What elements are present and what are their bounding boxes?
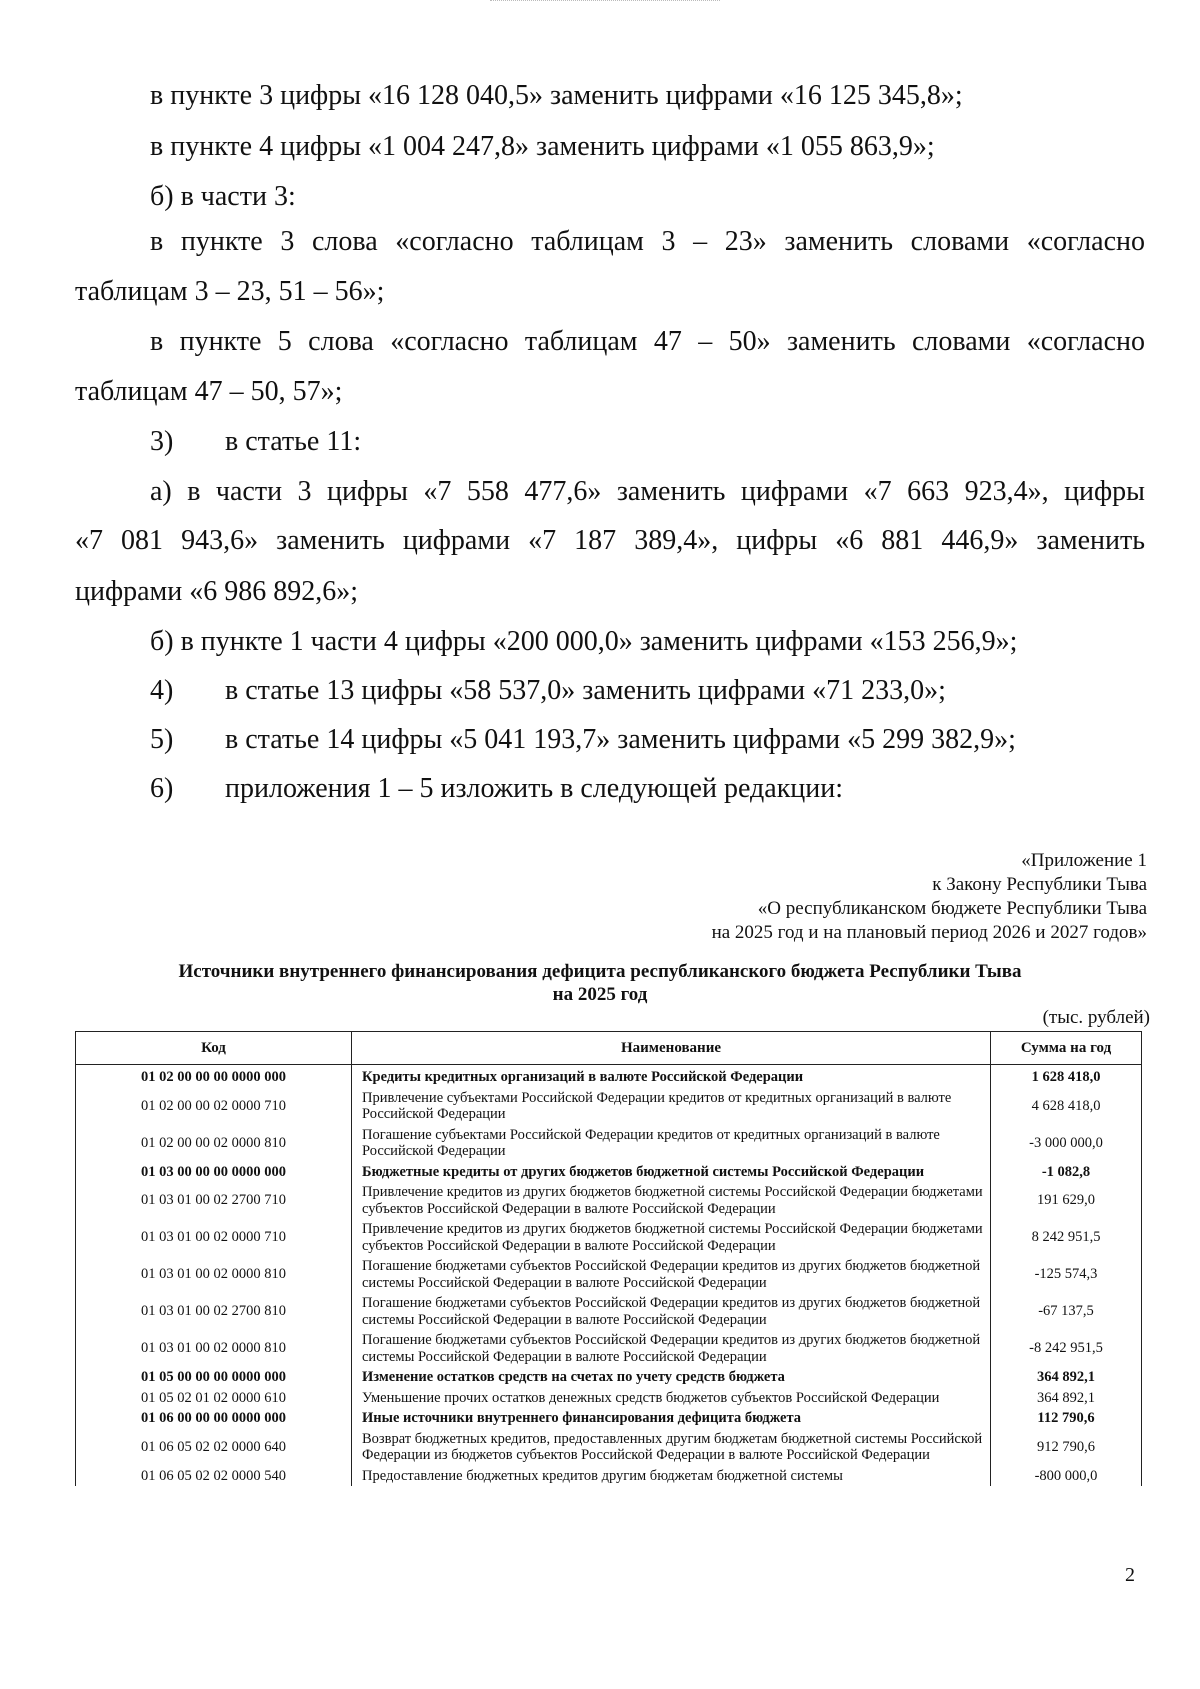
table-row — [76, 1065, 1142, 1088]
table-row — [76, 1125, 1142, 1162]
paragraph: в пункте 4 цифры «1 004 247,8» заменить цифрами «1 055 863,9»; — [150, 131, 935, 162]
paragraph-continuation: таблицам 47 – 50, 57»; — [75, 376, 343, 407]
row-code: 01 02 00 00 00 0000 000 — [76, 1065, 352, 1088]
row-code: 01 03 01 00 02 0000 710 — [76, 1219, 352, 1256]
row-code: 01 03 01 00 02 2700 810 — [76, 1293, 352, 1330]
row-sum: -1 082,8 — [991, 1162, 1142, 1183]
paragraph: а) в части 3 цифры «7 558 477,6» заменить цифрами «7 663 923,4», цифры — [150, 476, 1145, 507]
row-name: Привлечение кредитов из других бюджетов бюджетной системы Российской Федерации бюджетами субъектов Российской Федерации в валюте Российской Федерации — [352, 1219, 991, 1256]
table-row — [76, 1367, 1142, 1388]
row-code: 01 06 05 02 02 0000 540 — [76, 1466, 352, 1487]
row-name: Погашение бюджетами субъектов Российской Федерации кредитов из других бюджетов бюджетной системы Российской Федерации в валюте Российской Федерации — [352, 1330, 991, 1367]
paragraph-continuation: «7 081 943,6» заменить цифрами «7 187 389,4», цифры «6 881 446,9» заменить — [75, 525, 1145, 556]
row-code: 01 02 00 00 02 0000 710 — [76, 1088, 352, 1125]
appendix-line: «Приложение 1 — [1021, 850, 1147, 871]
row-sum: 191 629,0 — [991, 1182, 1142, 1219]
row-code: 01 05 00 00 00 0000 000 — [76, 1367, 352, 1388]
paragraph: в пункте 3 цифры «16 128 040,5» заменить цифрами «16 125 345,8»; — [150, 80, 963, 111]
page-number: 2 — [1125, 1564, 1135, 1586]
table-row — [76, 1219, 1142, 1256]
row-code: 01 06 00 00 00 0000 000 — [76, 1408, 352, 1429]
appendix-line: к Закону Республики Тыва — [932, 874, 1147, 895]
row-name: Иные источники внутреннего финансирования дефицита бюджета — [352, 1408, 991, 1429]
sources-table — [75, 1031, 1142, 1486]
paragraph: б) в части 3: — [150, 181, 296, 212]
row-sum: -800 000,0 — [991, 1466, 1142, 1487]
units-label: (тыс. рублей) — [1042, 1007, 1150, 1028]
row-sum: 364 892,1 — [991, 1367, 1142, 1388]
row-sum: 364 892,1 — [991, 1388, 1142, 1409]
paragraph-continuation: таблицам 3 – 23, 51 – 56»; — [75, 276, 385, 307]
row-name: Погашение субъектами Российской Федерации кредитов от кредитных организаций в валюте Российской Федерации — [352, 1125, 991, 1162]
paragraph: в пункте 3 слова «согласно таблицам 3 – 23» заменить словами «согласно — [150, 226, 1145, 257]
paragraph: в пункте 5 слова «согласно таблицам 47 – 50» заменить словами «согласно — [150, 326, 1145, 357]
table-body — [76, 1065, 1142, 1487]
list-item: 4) в статье 13 цифры «58 537,0» заменить цифрами «71 233,0»; — [150, 675, 946, 706]
table-row — [76, 1330, 1142, 1367]
row-code: 01 03 01 00 02 2700 710 — [76, 1182, 352, 1219]
table-row — [76, 1182, 1142, 1219]
row-name: Привлечение субъектами Российской Федерации кредитов от кредитных организаций в валюте Российской Федерации — [352, 1088, 991, 1125]
row-code: 01 05 02 01 02 0000 610 — [76, 1388, 352, 1409]
row-name: Кредиты кредитных организаций в валюте Российской Федерации — [352, 1065, 991, 1088]
table-row — [76, 1388, 1142, 1409]
row-name: Погашение бюджетами субъектов Российской Федерации кредитов из других бюджетов бюджетной системы Российской Федерации в валюте Российской Федерации — [352, 1256, 991, 1293]
table-row — [76, 1256, 1142, 1293]
row-code: 01 06 05 02 02 0000 640 — [76, 1429, 352, 1466]
list-item: 6) приложения 1 – 5 изложить в следующей редакции: — [150, 773, 844, 804]
row-code: 01 03 01 00 02 0000 810 — [76, 1256, 352, 1293]
row-sum: 912 790,6 — [991, 1429, 1142, 1466]
list-item: 3) в статье 11: — [150, 426, 362, 457]
row-name: Изменение остатков средств на счетах по учету средств бюджета — [352, 1367, 991, 1388]
row-name: Возврат бюджетных кредитов, предоставленных другим бюджетам бюджетной системы Российской Федерации из бюджетов субъектов Российской Федерации в валюте Российской Федерации — [352, 1429, 991, 1466]
table-row — [76, 1088, 1142, 1125]
table-row — [76, 1162, 1142, 1183]
appendix-line: «О республиканском бюджете Республики Тыва — [757, 898, 1147, 919]
row-name: Погашение бюджетами субъектов Российской Федерации кредитов из других бюджетов бюджетной системы Российской Федерации в валюте Российской Федерации — [352, 1293, 991, 1330]
row-sum: 112 790,6 — [991, 1408, 1142, 1429]
row-sum: -3 000 000,0 — [991, 1125, 1142, 1162]
scan-marks — [490, 0, 720, 9]
header-sum: Сумма на год — [991, 1032, 1142, 1065]
row-name: Уменьшение прочих остатков денежных средств бюджетов субъектов Российской Федерации — [352, 1388, 991, 1409]
header-code: Код — [76, 1032, 352, 1065]
table-row — [76, 1429, 1142, 1466]
list-item: 5) в статье 14 цифры «5 041 193,7» заменить цифрами «5 299 382,9»; — [150, 724, 1016, 755]
row-name: Бюджетные кредиты от других бюджетов бюджетной системы Российской Федерации — [352, 1162, 991, 1183]
row-code: 01 03 00 00 00 0000 000 — [76, 1162, 352, 1183]
table-row — [76, 1293, 1142, 1330]
row-sum: -8 242 951,5 — [991, 1330, 1142, 1367]
row-sum: -125 574,3 — [991, 1256, 1142, 1293]
table-title: Источники внутреннего финансирования дефицита республиканского бюджета Республики Тыва на 2025 год — [178, 961, 1022, 1005]
paragraph-continuation: цифрами «6 986 892,6»; — [75, 576, 359, 607]
table-header-row — [76, 1032, 1142, 1065]
row-name: Предоставление бюджетных кредитов другим бюджетам бюджетной системы — [352, 1466, 991, 1487]
row-sum: 8 242 951,5 — [991, 1219, 1142, 1256]
appendix-header — [712, 849, 1147, 945]
row-sum: 1 628 418,0 — [991, 1065, 1142, 1088]
table-row — [76, 1408, 1142, 1429]
row-sum: 4 628 418,0 — [991, 1088, 1142, 1125]
row-name: Привлечение кредитов из других бюджетов бюджетной системы Российской Федерации бюджетами субъектов Российской Федерации в валюте Российской Федерации — [352, 1182, 991, 1219]
paragraph: б) в пункте 1 части 4 цифры «200 000,0» заменить цифрами «153 256,9»; — [150, 626, 1018, 657]
header-name: Наименование — [352, 1032, 991, 1065]
appendix-line: на 2025 год и на плановый период 2026 и 2027 годов» — [711, 922, 1147, 943]
row-sum: -67 137,5 — [991, 1293, 1142, 1330]
row-code: 01 03 01 00 02 0000 810 — [76, 1330, 352, 1367]
row-code: 01 02 00 00 02 0000 810 — [76, 1125, 352, 1162]
table-row — [76, 1466, 1142, 1487]
